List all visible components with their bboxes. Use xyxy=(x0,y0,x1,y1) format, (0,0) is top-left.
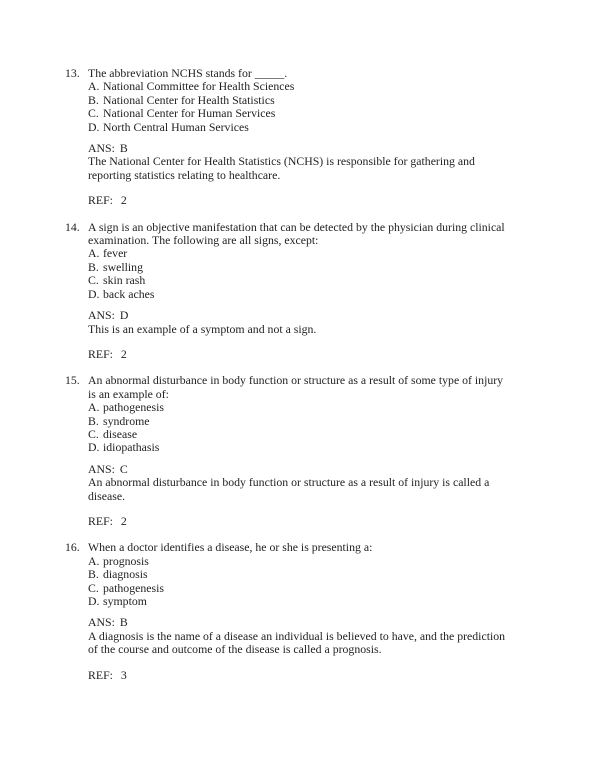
option-letter: B. xyxy=(88,259,99,274)
option-text: symptom xyxy=(103,594,147,608)
question-number: 14. xyxy=(65,219,80,234)
options-list xyxy=(88,555,510,609)
option-text: pathogenesis xyxy=(103,400,164,415)
option-row xyxy=(88,428,510,441)
option-letter: A. xyxy=(88,79,100,94)
option-text: idiopathasis xyxy=(103,440,160,455)
question-text: An abnormal disturbance in body function or structure as a result of some type of injury is an example of: xyxy=(88,373,504,401)
answer-label: ANS: xyxy=(88,141,115,156)
option-letter: C. xyxy=(88,106,99,121)
option-letter: C. xyxy=(88,580,99,595)
option-text: pathogenesis xyxy=(103,580,164,595)
ref-line xyxy=(88,515,510,528)
option-letter: B. xyxy=(88,92,99,107)
answer-section xyxy=(88,142,510,182)
question-number: 15. xyxy=(65,373,80,388)
option-text: National Center for Human Services xyxy=(103,106,276,121)
ref-value: 2 xyxy=(120,513,127,528)
answer-value: D xyxy=(119,308,129,323)
answer-explanation: A diagnosis is the name of a disease an individual is believed to have, and the prediction of the course and outcome of the disease is called a prognosis. xyxy=(88,628,506,657)
option-text: back aches xyxy=(103,286,155,301)
option-letter: C. xyxy=(88,273,99,288)
ref-line xyxy=(88,348,510,361)
ref-label: REF: xyxy=(88,513,113,528)
question-text: A sign is an objective manifestation that can be detected by the physician during clinical examination. The following are all signs, except: xyxy=(88,219,505,248)
option-row xyxy=(88,568,510,581)
option-text: National Center for Health Statistics xyxy=(103,92,275,107)
question-block-15 xyxy=(65,374,600,528)
option-letter: A. xyxy=(88,246,100,261)
answer-label: ANS: xyxy=(88,461,115,476)
option-row xyxy=(88,441,510,454)
options-list xyxy=(88,247,510,301)
option-text: North Central Human Services xyxy=(103,119,249,134)
answer-value: B xyxy=(119,615,128,630)
ref-label: REF: xyxy=(88,193,113,208)
option-row xyxy=(88,401,510,414)
answer-section xyxy=(88,309,510,336)
ref-value: 2 xyxy=(120,193,127,208)
option-row xyxy=(88,121,510,134)
option-row xyxy=(88,288,510,301)
option-text: prognosis xyxy=(103,553,149,568)
answer-label: ANS: xyxy=(88,615,115,630)
option-letter: D. xyxy=(88,594,100,608)
answer-line xyxy=(88,309,510,322)
answer-section xyxy=(88,463,510,503)
option-row xyxy=(88,274,510,287)
option-row xyxy=(88,415,510,428)
answer-line xyxy=(88,463,510,476)
option-row xyxy=(88,80,510,93)
question-text: When a doctor identifies a disease, he or she is presenting a: xyxy=(88,540,373,555)
ref-line xyxy=(88,669,510,682)
option-letter: B. xyxy=(88,567,99,582)
option-row xyxy=(88,261,510,274)
option-row xyxy=(88,94,510,107)
ref-label: REF: xyxy=(88,346,113,361)
options-list xyxy=(88,401,510,455)
option-letter: D. xyxy=(88,119,100,134)
answer-section xyxy=(88,616,510,656)
option-letter: A. xyxy=(88,553,100,568)
option-letter: A. xyxy=(88,400,100,415)
ref-value: 2 xyxy=(120,346,127,361)
option-letter: D. xyxy=(88,286,100,301)
answer-explanation: An abnormal disturbance in body function or structure as a result of injury is called a disease. xyxy=(88,475,490,503)
answer-line xyxy=(88,616,510,629)
option-text: disease xyxy=(103,426,138,441)
option-row xyxy=(88,555,510,568)
answer-value: C xyxy=(119,461,128,476)
answer-explanation: This is an example of a symptom and not a sign. xyxy=(88,321,317,336)
option-text: swelling xyxy=(103,259,143,274)
option-letter: C. xyxy=(88,426,99,441)
question-number: 13. xyxy=(65,66,80,80)
ref-label: REF: xyxy=(88,667,113,682)
question-text: The abbreviation NCHS stands for _____. xyxy=(88,66,288,80)
question-number: 16. xyxy=(65,540,80,555)
answer-explanation: The National Center for Health Statistics (NCHS) is responsible for gathering and reporting statistics relating to healthcare. xyxy=(88,154,475,182)
option-row xyxy=(88,247,510,260)
option-text: diagnosis xyxy=(103,567,148,582)
option-text: syndrome xyxy=(103,413,150,428)
option-row xyxy=(88,595,510,608)
answer-line xyxy=(88,142,510,155)
option-letter: B. xyxy=(88,413,99,428)
answer-value: B xyxy=(119,141,128,156)
question-block-13 xyxy=(65,67,600,208)
question-block-14 xyxy=(65,221,600,362)
option-row xyxy=(88,107,510,120)
option-row xyxy=(88,582,510,595)
ref-line xyxy=(88,194,510,207)
answer-label: ANS: xyxy=(88,308,115,323)
option-text: National Committee for Health Sciences xyxy=(103,79,295,94)
option-text: fever xyxy=(103,246,128,261)
option-letter: D. xyxy=(88,440,100,455)
option-text: skin rash xyxy=(103,273,146,288)
options-list xyxy=(88,80,510,134)
ref-value: 3 xyxy=(120,667,127,682)
question-block-16 xyxy=(65,541,600,682)
